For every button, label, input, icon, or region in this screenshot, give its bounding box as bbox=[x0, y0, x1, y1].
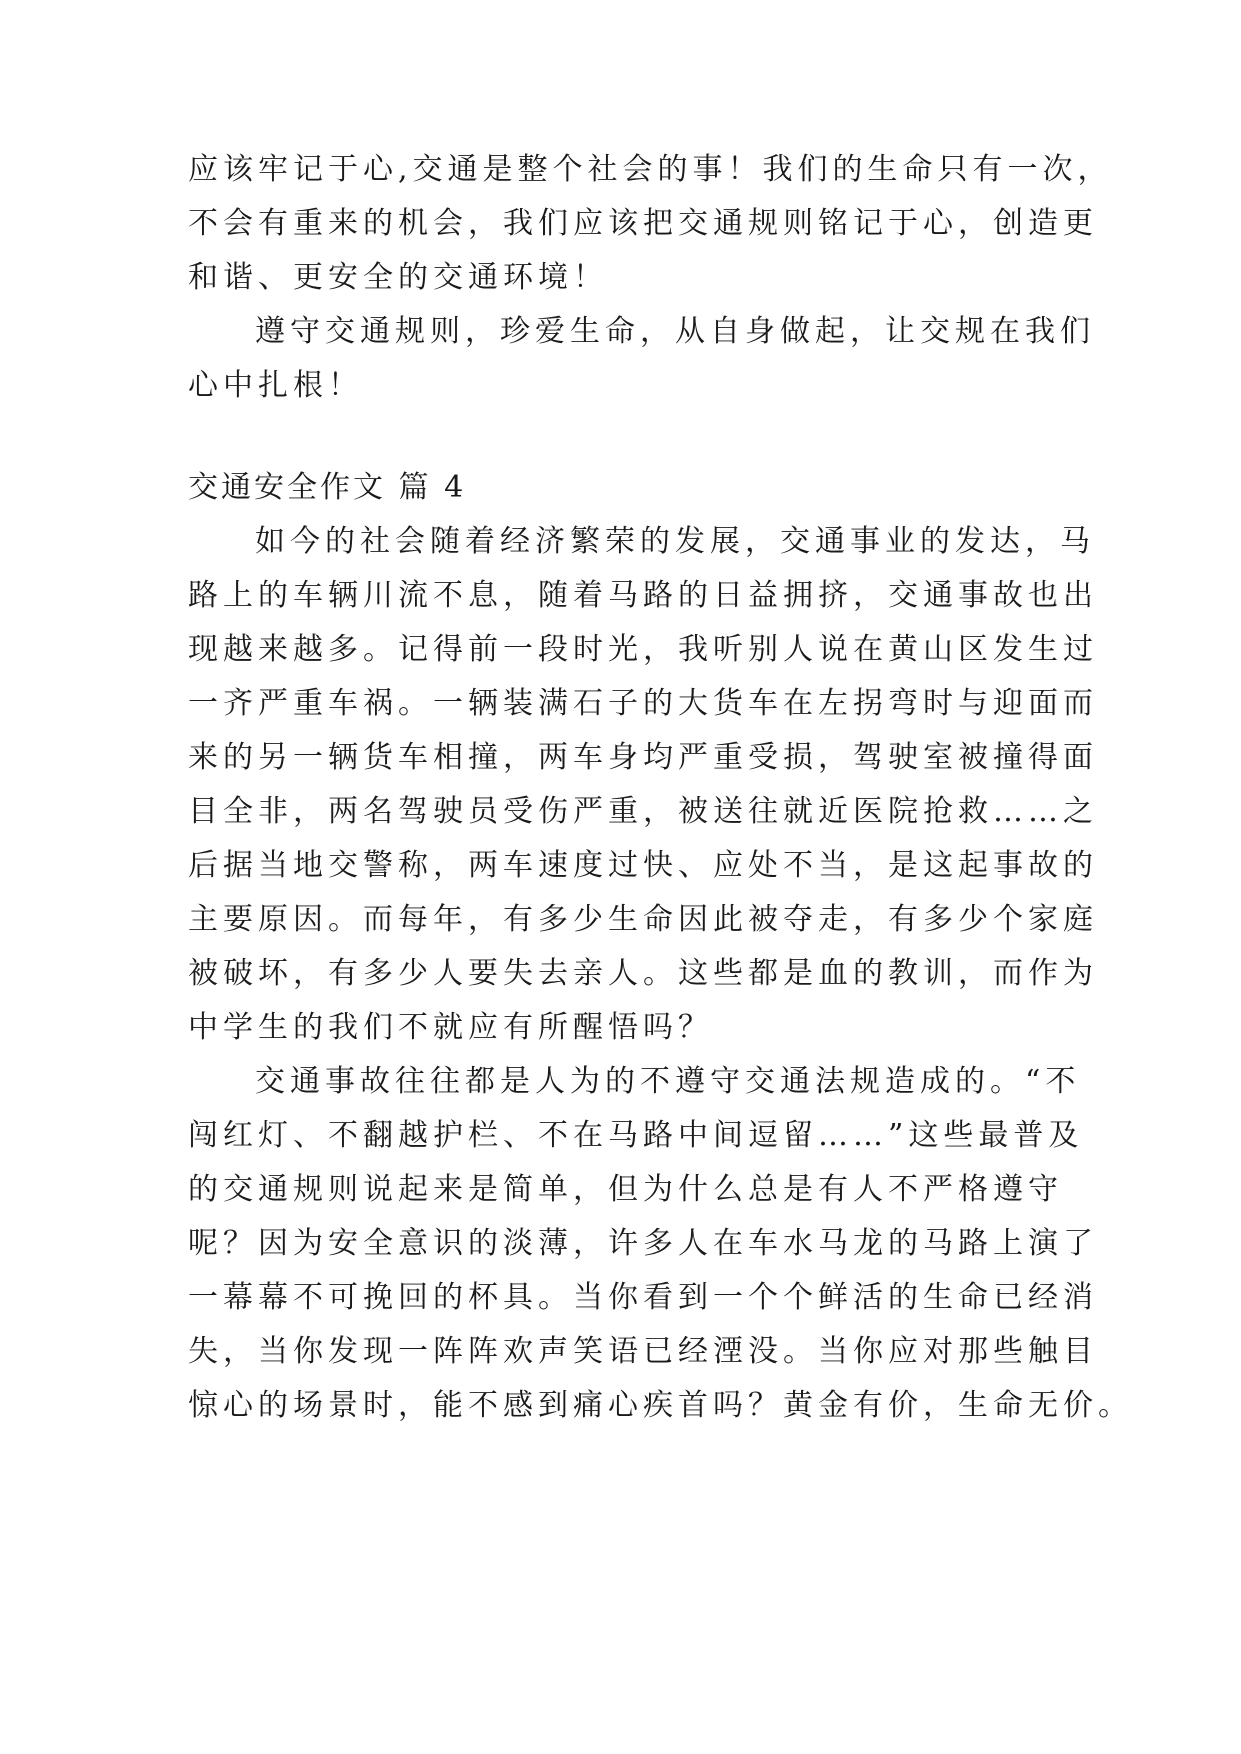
text-line: 呢？因为安全意识的淡薄，许多人在车水马龙的马路上演了 bbox=[188, 1226, 1098, 1261]
text-line: 被破坏，有多少人要失去亲人。这些都是血的教训，而作为 bbox=[188, 956, 1098, 991]
text-line: 和谐、更安全的交通环境！ bbox=[188, 260, 608, 295]
text-line: 惊心的场景时，能不感到痛心疾首吗？黄金有价，生命无价。 bbox=[188, 1388, 1133, 1423]
text-line: 现越来越多。记得前一段时光，我听别人说在黄山区发生过 bbox=[188, 632, 1098, 667]
text-line: 遵守交通规则，珍爱生命，从自身做起，让交规在我们 bbox=[255, 314, 1095, 349]
text-line: 闯红灯、不翻越护栏、不在马路中间逗留……”这些最普及 bbox=[188, 1118, 1084, 1153]
text-line: 的交通规则说起来是简单，但为什么总是有人不严格遵守 bbox=[188, 1172, 1063, 1207]
text-line: 心中扎根！ bbox=[188, 368, 363, 403]
text-line: 后据当地交警称，两车速度过快、应处不当，是这起事故的 bbox=[188, 848, 1098, 883]
text-line: 一幕幕不可挽回的杯具。当你看到一个个鲜活的生命已经消 bbox=[188, 1280, 1098, 1315]
text-line: 路上的车辆川流不息，随着马路的日益拥挤，交通事故也出 bbox=[188, 578, 1098, 613]
text-line: 交通事故往往都是人为的不遵守交通法规造成的。“不 bbox=[255, 1064, 1081, 1099]
text-line: 中学生的我们不就应有所醒悟吗？ bbox=[188, 1010, 713, 1045]
text-line: 主要原因。而每年，有多少生命因此被夺走，有多少个家庭 bbox=[188, 902, 1098, 937]
text-line: 不会有重来的机会，我们应该把交通规则铭记于心，创造更 bbox=[188, 206, 1098, 241]
text-line: 应该牢记于心,交通是整个社会的事！我们的生命只有一次， bbox=[188, 152, 1113, 187]
text-line: 目全非，两名驾驶员受伤严重，被送往就近医院抢救……之 bbox=[188, 794, 1098, 829]
text-line: 失，当你发现一阵阵欢声笑语已经湮没。当你应对那些触目 bbox=[188, 1334, 1098, 1369]
text-line: 来的另一辆货车相撞，两车身均严重受损，驾驶室被撞得面 bbox=[188, 740, 1098, 775]
section-heading: 交通安全作文 篇 4 bbox=[188, 470, 467, 505]
text-line: 一齐严重车祸。一辆装满石子的大货车在左拐弯时与迎面而 bbox=[188, 686, 1098, 721]
text-line: 如今的社会随着经济繁荣的发展，交通事业的发达，马 bbox=[255, 524, 1095, 559]
